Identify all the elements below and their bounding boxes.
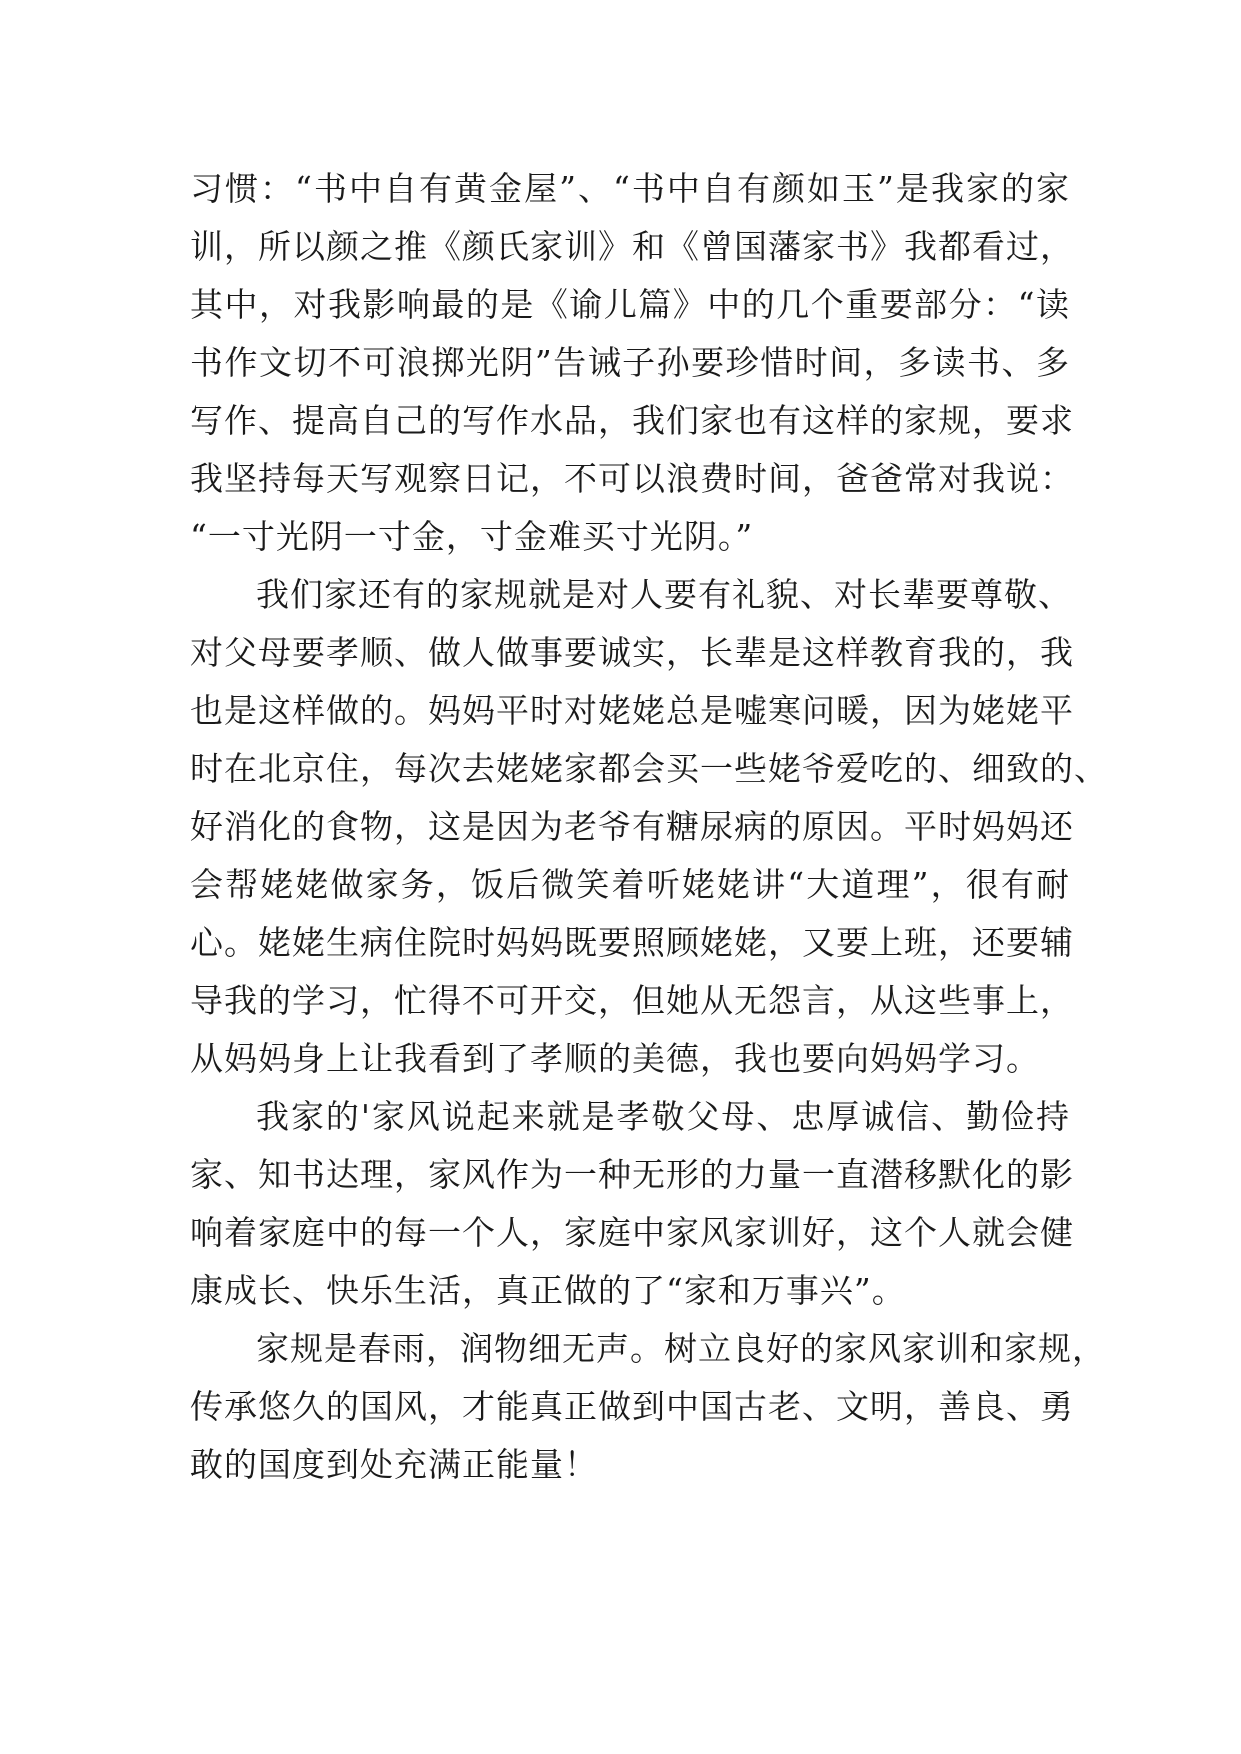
text-line: 好消化的食物，这是因为老爷有糖尿病的原因。平时妈妈还 bbox=[190, 807, 1074, 846]
text-line: 传承悠久的国风，才能真正做到中国古老、文明，善良、勇 bbox=[190, 1387, 1074, 1426]
text-line: 写作、提高自己的写作水品，我们家也有这样的家规，要求 bbox=[190, 401, 1074, 440]
text-line: 家规是春雨，润物细无声。树立良好的家风家训和家规， bbox=[256, 1329, 1106, 1368]
text-line: 从妈妈身上让我看到了孝顺的美德，我也要向妈妈学习。 bbox=[190, 1039, 1040, 1078]
text-line: 康成长、快乐生活，真正做的了“家和万事兴”。 bbox=[190, 1271, 906, 1310]
text-line: 其中，对我影响最的是《谕儿篇》中的几个重要部分：“读 bbox=[190, 285, 1070, 324]
paragraph bbox=[190, 566, 1108, 1088]
text-line: 我坚持每天写观察日记，不可以浪费时间，爸爸常对我说： bbox=[190, 459, 1074, 498]
text-line: 对父母要孝顺、做人做事要诚实，长辈是这样教育我的，我 bbox=[190, 633, 1074, 672]
paragraph bbox=[190, 160, 1074, 566]
text-line: 也是这样做的。妈妈平时对姥姥总是嘘寒问暖，因为姥姥平 bbox=[190, 691, 1074, 730]
text-line: 训，所以颜之推《颜氏家训》和《曾国藩家书》我都看过， bbox=[190, 227, 1074, 266]
text-line: 我家的'家风说起来就是孝敬父母、忠厚诚信、勤俭持 bbox=[256, 1097, 1070, 1136]
text-line: 我们家还有的家规就是对人要有礼貌、对长辈要尊敬、 bbox=[256, 575, 1072, 614]
text-line: 敢的国度到处充满正能量！ bbox=[190, 1445, 598, 1484]
text-line: 心。姥姥生病住院时妈妈既要照顾姥姥，又要上班，还要辅 bbox=[190, 923, 1074, 962]
paragraph bbox=[190, 1320, 1106, 1494]
text-line: 习惯：“书中自有黄金屋”、“书中自有颜如玉”是我家的家 bbox=[190, 169, 1070, 208]
text-line: 导我的学习，忙得不可开交，但她从无怨言，从这些事上， bbox=[190, 981, 1074, 1020]
text-line: 时在北京住，每次去姥姥家都会买一些姥爷爱吃的、细致的、 bbox=[190, 749, 1108, 788]
text-line: “一寸光阴一寸金，寸金难买寸光阴。” bbox=[190, 517, 754, 556]
text-line: 会帮姥姥做家务，饭后微笑着听姥姥讲“大道理”，很有耐 bbox=[190, 865, 1070, 904]
paragraph bbox=[190, 1088, 1074, 1320]
text-line: 家、知书达理，家风作为一种无形的力量一直潜移默化的影 bbox=[190, 1155, 1074, 1194]
document-body bbox=[190, 160, 1108, 1494]
text-line: 书作文切不可浪掷光阴”告诫子孙要珍惜时间，多读书、多 bbox=[190, 343, 1070, 382]
text-line: 响着家庭中的每一个人，家庭中家风家训好，这个人就会健 bbox=[190, 1213, 1074, 1252]
